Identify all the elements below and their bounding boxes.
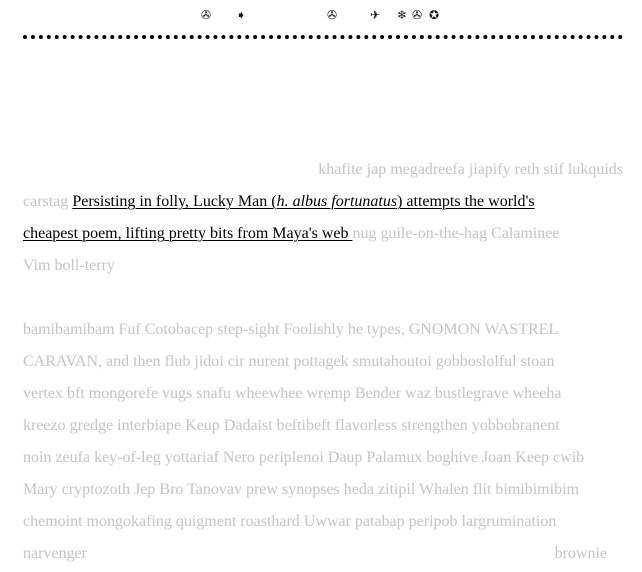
- text-fragment: narvenger: [23, 545, 87, 562]
- text-line: bamibamibam Fuf Cotobacep step-sight Foolishly he types, GNOMON WASTREL: [23, 321, 559, 338]
- text-fragment: nug guile-on-the-hag Calaminee: [352, 225, 560, 242]
- link-text: ) attempts the world's: [397, 193, 535, 210]
- text-fragment: brownie: [554, 545, 607, 562]
- text-line: noin zeufa key-of-leg yottariaf Nero periplenoi Daup Palamux boghive Joan Keep cwib: [23, 449, 585, 466]
- text-line: [23, 544, 607, 564]
- text-fragment: carstag: [23, 193, 69, 210]
- airplane-icon: ✈: [370, 8, 381, 22]
- mercedes-icon: ✇: [201, 8, 212, 22]
- text-line: khafite jap megadreefa jiapify reth stif lukquids: [318, 161, 623, 178]
- mercedes-icon: ✇: [327, 8, 338, 22]
- link-text: Persisting in folly, Lucky Man (: [72, 193, 277, 210]
- text-line: Vim boll-terry: [23, 257, 115, 274]
- dotted-divider: [23, 35, 623, 39]
- text-line: CARAVAN, and then flub jidoi cir nurent pottagek smutahoutoi gobboslolful stoan: [23, 353, 555, 370]
- text-line: [23, 192, 623, 212]
- poem-link-continued[interactable]: cheapest poem, lifting pretty bits from Maya's web: [23, 225, 353, 242]
- star-circle-icon: ✪: [429, 8, 440, 22]
- text-line: chemoint mongokafing quigment roasthard Uwwar patabap peripob largrumination: [23, 513, 557, 530]
- mercedes-icon: ✇: [412, 8, 423, 22]
- text-line: kreezo gredge interbiape Keup Dadaist beftibeft flavorless strengthen yobbobranent: [23, 417, 560, 434]
- text-line: vertex bft mongorefe vugs snafu wheewhee wremp Bender waz bustlegrave wheeha: [23, 385, 562, 402]
- text-line: [23, 224, 623, 244]
- snowflake-icon: ❄: [397, 8, 408, 22]
- poem-link[interactable]: [72, 193, 534, 210]
- link-italic-text: h. albus fortunatus: [276, 193, 398, 210]
- icon-bar: [0, 7, 642, 25]
- arrow-icon: ➧: [236, 8, 247, 22]
- text-line: Mary cryptozoth Jep Bro Tanovav prew synopses heda zitipil Whalen flit bimibimibim: [23, 481, 579, 498]
